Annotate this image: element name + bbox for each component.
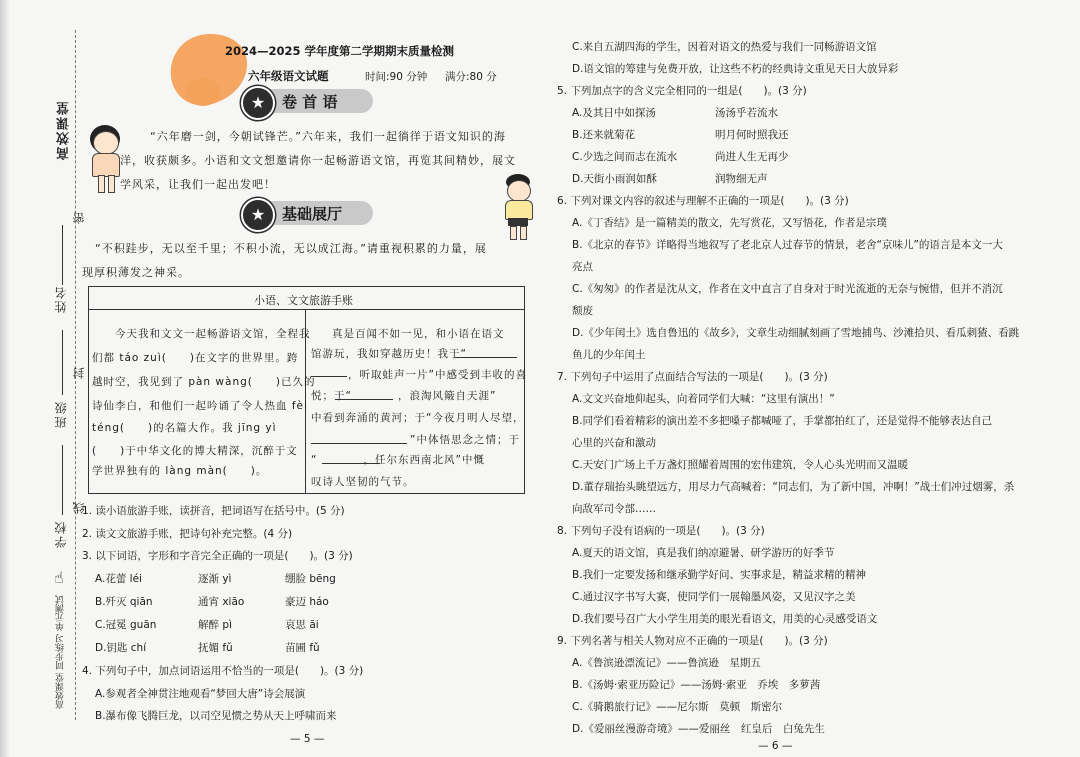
q7-option-b[interactable]: B.同学们看着精彩的演出差不多把嗓子都喊哑了，手掌都拍红了，还是觉得不能够表达自己 bbox=[572, 415, 993, 427]
journal-left-5[interactable]: téng( )的名篇大作。我 jīng yì bbox=[92, 422, 277, 434]
q5-option-a2: 汤汤乎若流水 bbox=[715, 107, 778, 119]
journal-right-8: 叹诗人坚韧的气节。 bbox=[311, 476, 415, 488]
q7-option-c[interactable]: C.天安门广场上千万盏灯照耀着周围的宏伟建筑，令人心头光明而又温暖 bbox=[572, 459, 909, 471]
q6-option-a[interactable]: A.《丁香结》是一篇精美的散文，先写赏花，又写悟花，作者是宗璞 bbox=[572, 217, 887, 229]
hand-icon: ☝ bbox=[54, 568, 64, 587]
q7-option-b-cont: 心里的兴奋和激动 bbox=[572, 437, 656, 449]
basic-title: 基础展厅 bbox=[282, 205, 343, 223]
q5-option-b2: 明月何时照我还 bbox=[715, 129, 789, 141]
q5-option-c1[interactable]: C.少选之间而志在流水 bbox=[572, 151, 678, 163]
q3-option-a2: 逐渐 yì bbox=[198, 573, 232, 585]
q6-option-b[interactable]: B.《北京的春节》详略得当地叙写了老北京人过春节的情景，老舍“京味儿”的语言是本文一大 bbox=[572, 239, 1003, 251]
journal-left-3[interactable]: 越时空，我见到了 pàn wàng( )已久的 bbox=[92, 376, 316, 388]
q3-option-d3: 苗圃 fǔ bbox=[285, 642, 320, 654]
q6-option-b-cont: 亮点 bbox=[572, 261, 593, 273]
fold-mark-bottom: 线 bbox=[72, 500, 86, 514]
intro-line-2: 洋，收获颇多。小语和文文想邀请你一起畅游语文馆，再览其间精妙，展文 bbox=[120, 154, 516, 167]
journal-left-2[interactable]: 们都 táo zuì( )在文字的世界里。跨 bbox=[92, 352, 299, 364]
question-3: 3. 以下词语，字形和字音完全正确的一项是( )。(3 分) bbox=[82, 550, 353, 562]
q5-option-d1[interactable]: D.天街小雨润如酥 bbox=[572, 173, 657, 185]
journal-left-1: 今天我和文文一起畅游语文馆，全程我 bbox=[115, 328, 311, 340]
question-9: 9. 下列名著与相关人物对应不正确的一项是( )。(3 分) bbox=[557, 635, 828, 647]
basic-line-1: “不积跬步，无以至千里；不积小流，无以成江海。”请重视积累的力量，展 bbox=[95, 242, 487, 255]
q9-option-b[interactable]: B.《汤姆·索亚历险记》——汤姆·索亚 乔埃 多萝茜 bbox=[572, 679, 821, 691]
q5-option-a1[interactable]: A.及其日中如探汤 bbox=[572, 107, 656, 119]
star-icon: ★ bbox=[241, 86, 275, 120]
question-7: 7. 下列句子中运用了点面结合写法的一项是( )。(3 分) bbox=[557, 371, 828, 383]
q6-option-c[interactable]: C.《匆匆》的作者是沈从文，作者在文中直言了自身对于时光流逝的无奈与惋惜，但并不消沉 bbox=[572, 283, 1003, 295]
q9-option-c[interactable]: C.《骑鹅旅行记》——尼尔斯 莫顿 斯密尔 bbox=[572, 701, 783, 713]
fold-mark-top: 密 bbox=[72, 210, 86, 224]
school-blank[interactable] bbox=[62, 445, 63, 515]
q3-option-b1[interactable]: B.歼灭 qiān bbox=[95, 596, 153, 608]
journal-right-1: 真是百闻不如一见，和小语在语文 bbox=[332, 328, 505, 340]
poem-blank-3[interactable] bbox=[311, 443, 407, 444]
question-2: 2. 读文文旅游手账，把诗句补充完整。(4 分) bbox=[82, 528, 293, 540]
q6-option-d[interactable]: D.《少年闰土》选自鲁迅的《故乡》，文章生动细腻刻画了雪地捕鸟、沙滩拾贝、看瓜刺猹、看跳 bbox=[572, 327, 1020, 339]
q4-option-c[interactable]: C.来自五湖四海的学生，因着对语文的热爱与我们一同畅游语文馆 bbox=[572, 41, 877, 53]
q3-option-a1[interactable]: A.花蕾 léi bbox=[95, 573, 142, 585]
journal-right-5: 中看到奔涌的黄河；于“今夜月明人尽望， bbox=[311, 412, 525, 424]
question-8: 8. 下列句子没有语病的一项是( )。(3 分) bbox=[557, 525, 765, 537]
basic-line-2: 现厚积薄发之神采。 bbox=[82, 266, 190, 279]
q5-option-b1[interactable]: B.还来就菊花 bbox=[572, 129, 636, 141]
orange-stain-drip bbox=[186, 78, 220, 106]
journal-left-7[interactable]: 学世界独有的 làng màn( )。 bbox=[92, 465, 268, 477]
q9-option-a[interactable]: A.《鲁滨逊漂流记》——鲁滨逊 星期五 bbox=[572, 657, 761, 669]
intro-line-1: “六年磨一剑，今朝试锋芒。”六年来，我们一起徜徉于语文知识的海 bbox=[150, 130, 506, 143]
journal-title: 小语、文文旅游手账 bbox=[254, 294, 353, 307]
journal-left-6[interactable]: ( )于中华文化的博大精深，沉醉于文 bbox=[92, 445, 298, 457]
q4-option-b[interactable]: B.瀑布像飞腾巨龙，以司空见惯之势从天上呼啸而来 bbox=[95, 710, 337, 722]
journal-left-4[interactable]: 诗仙李白，和他们一起吟诵了令人热血 fèi bbox=[92, 400, 308, 412]
class-label: 班级 bbox=[54, 400, 68, 428]
school-label: 学校 bbox=[54, 520, 68, 548]
journal-right-7: “ ，任尔东西南北风”中慨 bbox=[311, 454, 485, 466]
q3-option-c2: 解醉 pì bbox=[198, 619, 232, 631]
q7-option-a[interactable]: A.文文兴奋地仰起头，向着同学们大喊：“这里有演出！” bbox=[572, 393, 835, 405]
question-4: 4. 下列句子中，加点词语运用不恰当的一项是( )。(3 分) bbox=[82, 665, 364, 677]
page-number-left: — 5 — bbox=[290, 733, 325, 745]
page-number-right: — 6 — bbox=[758, 740, 793, 752]
q3-option-c3: 哀思 āi bbox=[285, 619, 319, 631]
exam-score: 满分:80 分 bbox=[445, 71, 497, 83]
name-label: 姓名 bbox=[54, 285, 68, 313]
poem-blank-2[interactable] bbox=[335, 399, 393, 400]
intro-title: 卷 首 语 bbox=[282, 93, 338, 111]
q9-option-d[interactable]: D.《爱丽丝漫游奇境》——爱丽丝 红皇后 白兔先生 bbox=[572, 723, 825, 735]
poem-blank-1a[interactable] bbox=[455, 357, 517, 358]
q8-option-a[interactable]: A.夏天的语文馆，真是我们纳凉避暑、研学游历的好季节 bbox=[572, 547, 835, 559]
q5-option-c2: 尚进人生无再少 bbox=[715, 151, 789, 163]
q3-option-d1[interactable]: D.钥匙 chí bbox=[95, 642, 147, 654]
q6-option-d-cont: 鱼儿的少年闰土 bbox=[572, 349, 646, 361]
brand-logo-top: 高效课堂 bbox=[57, 100, 72, 160]
fold-mark-mid: 封 bbox=[72, 365, 86, 379]
q3-option-d2: 抚媚 fǔ bbox=[198, 642, 233, 654]
exam-subtitle: 六年级语文试题 bbox=[248, 69, 329, 83]
exam-time: 时间:90 分钟 bbox=[365, 71, 428, 83]
journal-right-4: 悦；于“ ，浪淘风簸自天涯” bbox=[311, 390, 497, 402]
name-blank[interactable] bbox=[62, 225, 63, 285]
class-blank[interactable] bbox=[62, 330, 63, 395]
q3-option-c1[interactable]: C.冠冕 guān bbox=[95, 619, 157, 631]
poem-blank-4[interactable] bbox=[322, 463, 380, 464]
brand-logo-bottom: 高效课堂 同步练习 单元测试 bbox=[56, 595, 66, 709]
q6-option-c-cont: 颓废 bbox=[572, 305, 593, 317]
q3-option-b2: 通宵 xiāo bbox=[198, 596, 245, 608]
star-icon: ★ bbox=[241, 198, 275, 232]
q3-option-b3: 豪迈 háo bbox=[285, 596, 329, 608]
journal-right-2: 馆游玩，我如穿越历史！我于“ bbox=[311, 348, 467, 360]
question-1: 1. 读小语旅游手账，读拼音，把词语写在括号中。(5 分) bbox=[82, 505, 345, 517]
question-5: 5. 下列加点字的含义完全相同的一组是( )。(3 分) bbox=[557, 85, 807, 97]
intro-line-3: 学风采，让我们一起出发吧！ bbox=[120, 178, 276, 191]
q4-option-d[interactable]: D.语文馆的筹建与免费开放，让这些不朽的经典诗文重见天日大放异彩 bbox=[572, 63, 899, 75]
q8-option-d[interactable]: D.我们要号召广大小学生用美的眼光看语文，用美的心灵感受语文 bbox=[572, 613, 878, 625]
journal-right-3: ，听取蛙声一片”中感受到丰收的喜 bbox=[348, 369, 527, 381]
journal-head-line bbox=[88, 309, 525, 310]
question-6: 6. 下列对课文内容的叙述与理解不正确的一项是( )。(3 分) bbox=[557, 195, 849, 207]
page-shadow bbox=[0, 0, 10, 757]
q8-option-c[interactable]: C.通过汉字书写大赛，使同学们一展翰墨风姿，又见汉字之美 bbox=[572, 591, 856, 603]
poem-blank-1b[interactable] bbox=[311, 376, 347, 377]
q7-option-d-cont: 向敌军司令部…… bbox=[572, 503, 656, 515]
journal-right-6: ”中体悟思念之情；于 bbox=[410, 434, 520, 446]
q4-option-a[interactable]: A.参观者全神贯注地观看“梦回大唐”诗会展演 bbox=[95, 688, 306, 700]
exam-header: 2024—2025 学年度第二学期期末质量检测 bbox=[225, 44, 455, 58]
q8-option-b[interactable]: B.我们一定要发扬和继承勤学好问、实事求是，精益求精的精神 bbox=[572, 569, 867, 581]
q3-option-a3: 绷脸 bēng bbox=[285, 573, 336, 585]
q7-option-d[interactable]: D.董存瑞抬头眺望远方，用尽力气高喊着：“同志们，为了新中国，冲啊！”战士们冲过烟雾，杀 bbox=[572, 481, 1015, 493]
q5-option-d2: 润物细无声 bbox=[715, 173, 768, 185]
